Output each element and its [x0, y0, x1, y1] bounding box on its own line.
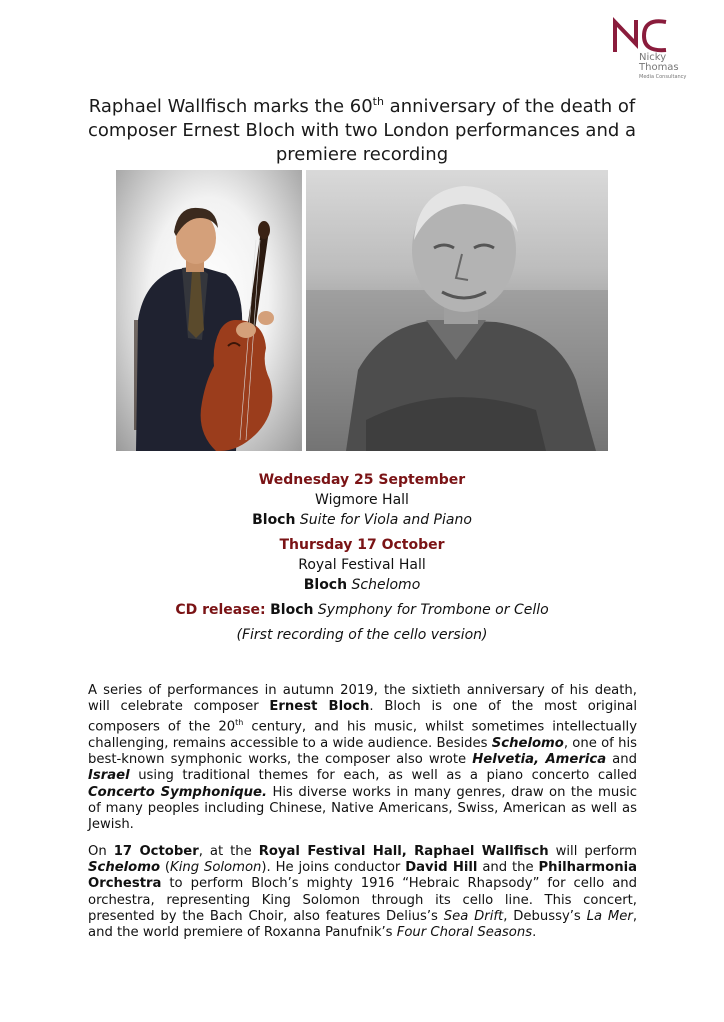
- p2-italic: Sea Drift: [443, 908, 504, 924]
- p1-text: A series of performances in autumn 2019, the sixtieth anniversary of his death, will celebrate composer: [88, 683, 637, 715]
- headline-sup: th: [372, 95, 384, 108]
- event1-program: [62, 510, 662, 530]
- logo-text-tagline: Media Consultancy: [639, 74, 687, 80]
- p1-bold: Ernest Bloch: [269, 699, 370, 715]
- p2-text: On: [88, 844, 114, 859]
- p2-text: will perform: [548, 844, 637, 859]
- paragraph-concert: [88, 844, 637, 941]
- cd-note: (First recording of the cello version): [236, 627, 488, 643]
- event2-date: Thursday 17 October: [279, 537, 445, 553]
- p2-bold: Royal Festival Hall, Raphael Wallfisch: [258, 844, 549, 859]
- p1-work-title: Schelomo: [491, 736, 564, 751]
- p2-text: , and the world premiere of Roxanna Panufnik’s: [88, 908, 638, 941]
- p1-text: . Bloch is one of the most original composers of the 20: [88, 699, 637, 735]
- p2-bold: Philharmonia Orchestra: [88, 860, 638, 892]
- p1-text: using traditional themes for each, as well as a piano concerto called: [129, 768, 637, 784]
- p2-italic: King Solomon: [170, 860, 262, 876]
- p2-bold: 17 October: [113, 844, 199, 859]
- p1-work-title: Helvetia, America: [472, 752, 607, 768]
- event2-work: Schelomo: [351, 577, 421, 593]
- p1-text: and: [606, 752, 637, 768]
- cd-work: Symphony for Trombone or Cello: [317, 602, 549, 618]
- p2-work-title: Schelomo: [88, 860, 161, 876]
- cellist-photo: [116, 170, 302, 451]
- event1-work: Suite for Viola and Piano: [299, 512, 472, 528]
- composer-portrait-photo: [306, 170, 608, 451]
- logo-mark-icon: [610, 16, 670, 54]
- p2-text: , at the: [198, 844, 259, 859]
- event1-venue: Wigmore Hall: [315, 492, 409, 508]
- headline-part1: Raphael Wallfisch marks the 60: [88, 96, 373, 117]
- p1-work-title: Israel: [88, 768, 130, 784]
- event1-date: Wednesday 25 September: [258, 472, 466, 488]
- p2-text: ). He joins conductor: [261, 860, 406, 876]
- cd-release-line: [62, 600, 662, 620]
- p1-text: , one of his best-known symphonic works, the composer also wrote: [88, 736, 637, 768]
- logo-text-nicky: Nicky: [639, 52, 667, 63]
- p1-text: century, and his music, whilst sometimes intellectually challenging, remains accessible to a wide audience. Besides: [88, 719, 638, 751]
- event2-composer: Bloch: [303, 577, 348, 593]
- events-block: [62, 470, 662, 645]
- p1-text: His diverse works in many genres, draw on the music of many peoples including Chinese, Native Americans, Swiss, American as well as Jewish.: [88, 784, 637, 833]
- p2-bold: David Hill: [405, 860, 478, 876]
- p2-text: and the: [477, 860, 539, 876]
- cd-release-label: CD release:: [175, 602, 266, 618]
- p2-text: .: [532, 925, 537, 941]
- event2-program: [62, 575, 662, 595]
- p2-italic: La Mer: [586, 908, 633, 924]
- logo-text-thomas: Thomas: [639, 62, 679, 73]
- paragraph-intro: [88, 683, 637, 833]
- p2-text: (: [160, 860, 171, 876]
- p1-work-title: Concerto Symphonique.: [88, 784, 268, 800]
- cd-composer: Bloch: [270, 602, 314, 618]
- headline-part2: anniversary of the death of composer Ernest Bloch with two London performances and a premiere recording: [87, 96, 637, 165]
- event1-composer: Bloch: [252, 512, 296, 528]
- headline: [60, 90, 664, 167]
- p2-text: , Debussy’s: [503, 908, 587, 924]
- p1-sup: th: [235, 718, 244, 728]
- nicky-thomas-logo: [610, 16, 692, 86]
- p2-text: to perform Bloch’s mighty 1916 “Hebraic Rhapsody” for cello and orchestra, representing King Solomon through its cello line. This concert, presented by the Bach Choir, also features Delius’s: [88, 876, 637, 924]
- event2-venue: Royal Festival Hall: [298, 557, 426, 573]
- p2-italic: Four Choral Seasons: [396, 925, 533, 941]
